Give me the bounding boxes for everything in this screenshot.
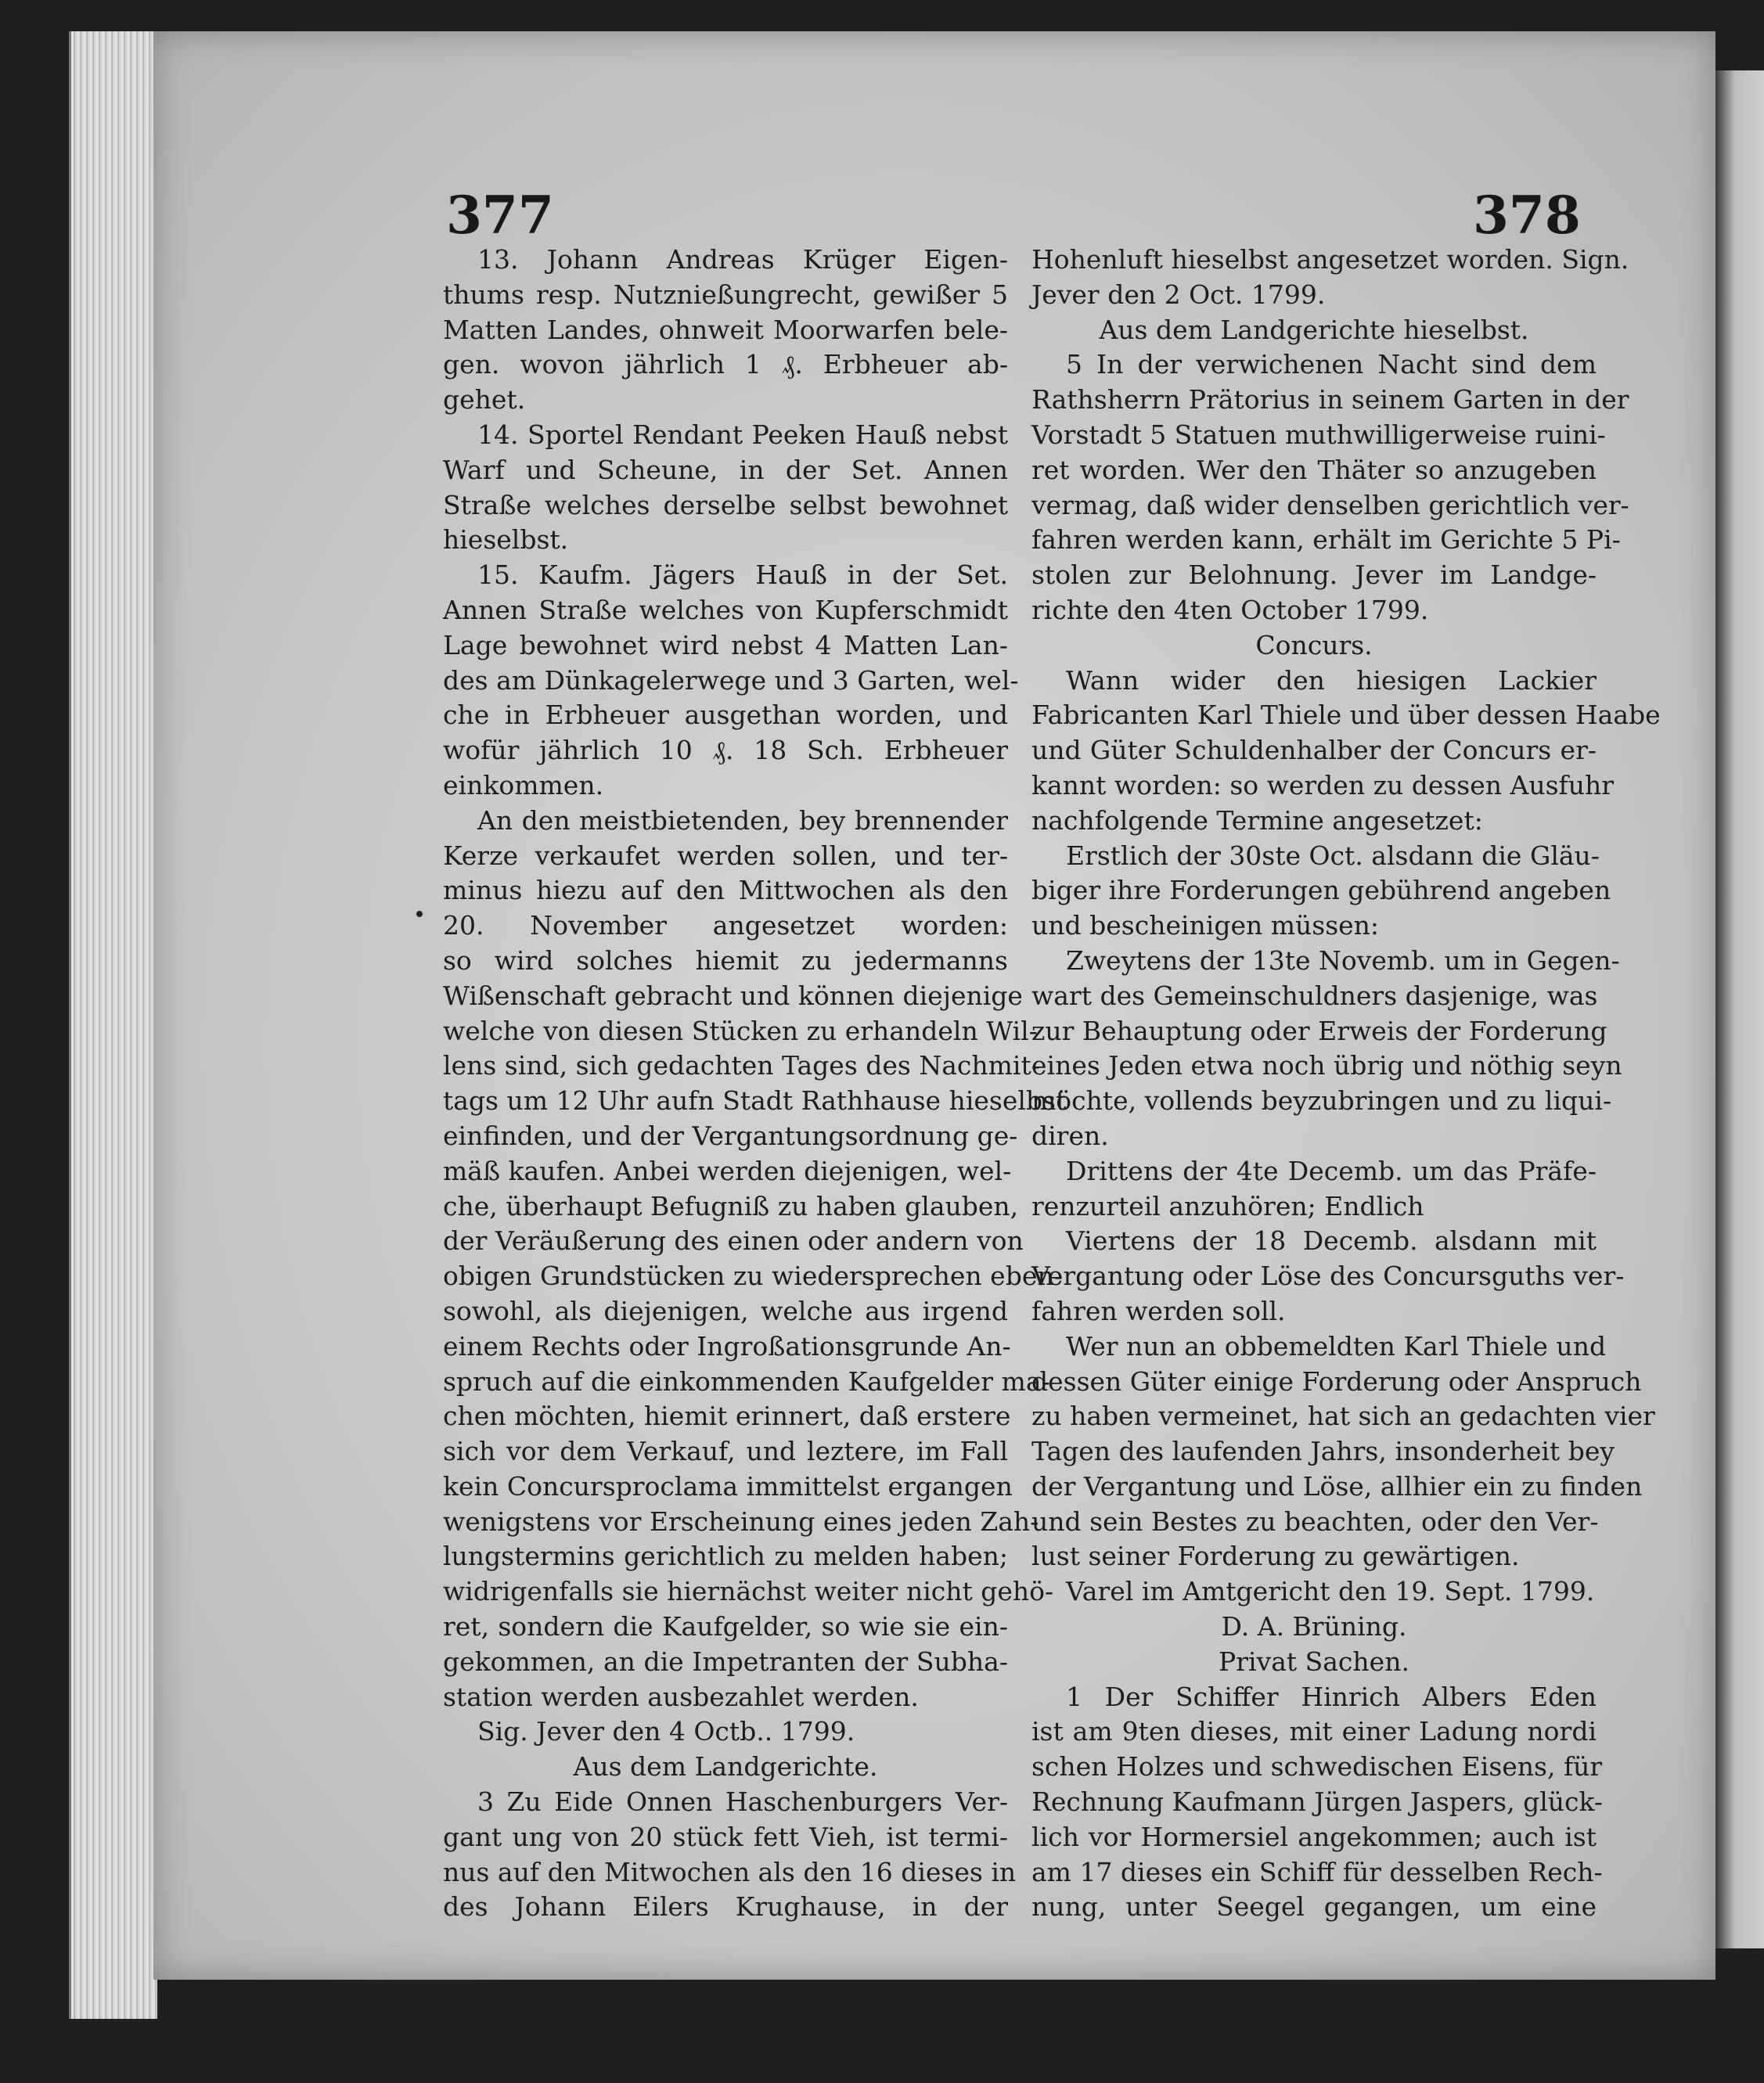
text-line: Drittens der 4te Decemb. um das Präfe- bbox=[1066, 1155, 1597, 1186]
text-line: widrigenfalls sie hiernächst weiter nicht gehö- bbox=[443, 1576, 1054, 1607]
text-line: kein Concursproclama immittelst ergangen bbox=[443, 1470, 1013, 1502]
text-line: fahren werden kann, erhält im Gerichte 5 Pi- bbox=[1031, 524, 1621, 556]
text-line: chen möchten, hiemit erinnert, daß erstere bbox=[443, 1401, 1011, 1432]
text-line: am 17 dieses ein Schiff für desselben Rech- bbox=[1031, 1856, 1603, 1887]
text-line: fahren werden soll. bbox=[1031, 1295, 1286, 1326]
text-line: der Veräußerung des einen oder andern von bbox=[443, 1225, 1024, 1257]
ink-spot bbox=[416, 911, 423, 917]
text-line: obigen Grundstücken zu wiedersprechen eben- bbox=[443, 1261, 1063, 1292]
text-line: Straße welches derselbe selbst bewohnet bbox=[443, 489, 1008, 520]
text-line: station werden ausbezahlet werden. bbox=[443, 1681, 919, 1712]
text-line: An den meistbietenden, bey brennender bbox=[477, 804, 1008, 836]
text-line: Varel im Amtgericht den 19. Sept. 1799. bbox=[1066, 1576, 1595, 1607]
text-line: Matten Landes, ohnweit Moorwarfen bele- bbox=[443, 314, 1008, 345]
text-line: einfinden, und der Vergantungsordnung ge- bbox=[443, 1120, 1018, 1151]
text-line: Vergantung oder Löse des Concursguths ver- bbox=[1031, 1261, 1625, 1292]
text-line: 14. Sportel Rendant Peeken Hauß nebst bbox=[477, 419, 1008, 450]
text-line: nung, unter Seegel gegangen, um eine bbox=[1031, 1891, 1597, 1923]
page-number-right: 378 bbox=[1473, 185, 1581, 246]
text-line: vermag, daß wider denselben gerichtlich ver- bbox=[1031, 489, 1629, 520]
text-line: so wird solches hiemit zu jedermanns bbox=[443, 944, 1008, 976]
text-line: möchte, vollends beyzubringen und zu liqui- bbox=[1031, 1085, 1612, 1117]
left-column bbox=[443, 243, 1067, 1925]
page-number-left: 377 bbox=[446, 185, 554, 246]
text-line: kannt worden: so werden zu dessen Ausfuhr bbox=[1031, 769, 1615, 800]
facing-page-edge bbox=[1715, 70, 1764, 1948]
text-line: nus auf den Mitwochen als den 16 dieses in bbox=[443, 1856, 1017, 1887]
text-line: Hohenluft hieselbst angesetzet worden. Sign. bbox=[1031, 244, 1629, 275]
text-line: ret, sondern die Kaufgelder, so wie sie ein- bbox=[443, 1611, 1008, 1642]
text-line: Rathsherrn Prätorius in seinem Garten in der bbox=[1031, 384, 1629, 416]
text-line: gen. wovon jährlich 1 ₰. Erbheuer ab- bbox=[443, 349, 1008, 380]
text-line: che in Erbheuer ausgethan worden, und bbox=[443, 700, 1008, 731]
text-line: Concurs. bbox=[1255, 629, 1373, 660]
text-line: und Güter Schuldenhalber der Concurs er- bbox=[1031, 735, 1597, 766]
text-line: gekommen, an die Impetranten der Subha- bbox=[443, 1646, 1008, 1677]
text-line: Wann wider den hiesigen Lackier bbox=[1066, 664, 1597, 696]
text-line: Lage bewohnet wird nebst 4 Matten Lan- bbox=[443, 629, 1008, 660]
text-line: ret worden. Wer den Thäter so anzugeben bbox=[1031, 454, 1597, 485]
text-line: Erstlich der 30ste Oct. alsdann die Gläu- bbox=[1066, 840, 1600, 871]
text-line: wofür jährlich 10 ₰. 18 Sch. Erbheuer bbox=[443, 735, 1008, 766]
text-line: Fabricanten Karl Thiele und über dessen Haabe bbox=[1031, 700, 1661, 731]
text-line: Vorstadt 5 Statuen muthwilligerweise ruini- bbox=[1031, 419, 1606, 450]
text-line: Warf und Scheune, in der Set. Annen bbox=[443, 454, 1008, 485]
text-line: lust seiner Forderung zu gewärtigen. bbox=[1031, 1541, 1520, 1572]
text-line: biger ihre Forderungen gebührend angeben bbox=[1031, 875, 1611, 906]
text-line: des am Dünkagelerwege und 3 Garten, wel- bbox=[443, 664, 1019, 696]
text-line: Viertens der 18 Decemb. alsdann mit bbox=[1066, 1225, 1597, 1257]
text-line: renzurteil anzuhören; Endlich bbox=[1031, 1190, 1424, 1221]
text-line: 15. Kaufm. Jägers Hauß in der Set. bbox=[477, 559, 1008, 591]
text-line: diren. bbox=[1031, 1120, 1109, 1151]
text-line: lungstermins gerichtlich zu melden haben; bbox=[443, 1541, 1008, 1572]
text-line: einkommen. bbox=[443, 769, 604, 800]
text-line: Aus dem Landgerichte. bbox=[573, 1751, 878, 1783]
text-line: Rechnung Kaufmann Jürgen Jaspers, glück- bbox=[1031, 1786, 1604, 1818]
text-line: wart des Gemeinschuldners dasjenige, was bbox=[1031, 980, 1598, 1011]
text-line: mäß kaufen. Anbei werden diejenigen, wel- bbox=[443, 1155, 1012, 1186]
text-line: Aus dem Landgerichte hieselbst. bbox=[1099, 314, 1529, 345]
right-column bbox=[1031, 243, 1661, 1925]
text-line: zu haben vermeinet, hat sich an gedachten vier bbox=[1031, 1401, 1655, 1432]
text-line: einem Rechts oder Ingroßationsgrunde An- bbox=[443, 1330, 1011, 1362]
text-line: minus hiezu auf den Mittwochen als den bbox=[443, 875, 1008, 906]
text-line: nachfolgende Termine angesetzet: bbox=[1031, 804, 1483, 836]
text-line: wenigstens vor Erscheinung eines jeden Zah- bbox=[443, 1506, 1039, 1537]
text-line: eines Jeden etwa noch übrig und nöthig seyn bbox=[1031, 1050, 1622, 1081]
text-line: 5 In der verwichenen Nacht sind dem bbox=[1066, 349, 1597, 380]
text-line: und bescheinigen müssen: bbox=[1031, 910, 1380, 941]
text-line: lens sind, sich gedachten Tages des Nachmit- bbox=[443, 1050, 1040, 1081]
text-line: 3 Zu Eide Onnen Haschenburgers Ver- bbox=[477, 1786, 1008, 1818]
text-line: Wißenschaft gebracht und können diejenige bbox=[443, 980, 1023, 1011]
text-line: zur Behauptung oder Erweis der Forderung bbox=[1031, 1015, 1607, 1046]
text-line: Kerze verkaufet werden sollen, und ter- bbox=[443, 840, 1008, 871]
text-line: sowohl, als diejenigen, welche aus irgend bbox=[443, 1295, 1008, 1326]
text-line: gant ung von 20 stück fett Vieh, ist termi- bbox=[443, 1821, 1008, 1852]
text-line: sich vor dem Verkauf, und leztere, im Fall bbox=[443, 1436, 1008, 1467]
text-line: Sig. Jever den 4 Octb.. 1799. bbox=[477, 1716, 855, 1747]
text-line: lich vor Hormersiel angekommen; auch ist bbox=[1031, 1821, 1597, 1852]
text-line: gehet. bbox=[443, 384, 526, 416]
text-line: hieselbst. bbox=[443, 524, 569, 556]
text-line: Zweytens der 13te Novemb. um in Gegen- bbox=[1066, 944, 1620, 976]
text-line: spruch auf die einkommenden Kaufgelder ma- bbox=[443, 1365, 1050, 1397]
text-line: schen Holzes und schwedischen Eisens, für bbox=[1031, 1751, 1603, 1783]
text-line: des Johann Eilers Krughause, in der bbox=[443, 1891, 1008, 1923]
text-line: Privat Sachen. bbox=[1219, 1646, 1409, 1677]
text-line: der Vergantung und Löse, allhier ein zu finden bbox=[1031, 1470, 1643, 1502]
text-line: 13. Johann Andreas Krüger Eigen- bbox=[477, 244, 1008, 275]
text-line: Wer nun an obbemeldten Karl Thiele und bbox=[1066, 1330, 1607, 1362]
text-line: Jever den 2 Oct. 1799. bbox=[1031, 279, 1326, 310]
text-line: 20. November angesetzet worden: bbox=[443, 910, 1008, 941]
text-line: ist am 9ten dieses, mit einer Ladung nordi bbox=[1031, 1716, 1597, 1747]
text-line: 1 Der Schiffer Hinrich Albers Eden bbox=[1066, 1681, 1597, 1712]
text-line: welche von diesen Stücken zu erhandeln Wil- bbox=[443, 1015, 1038, 1046]
text-line: und sein Bestes zu beachten, oder den Ver- bbox=[1031, 1506, 1599, 1537]
text-line: che, überhaupt Befugniß zu haben glauben, bbox=[443, 1190, 1019, 1221]
text-line: thums resp. Nutznießungrecht, gewißer 5 bbox=[443, 279, 1008, 310]
text-line: D. A. Brüning. bbox=[1221, 1611, 1407, 1642]
text-line: stolen zur Belohnung. Jever im Landge- bbox=[1031, 559, 1597, 591]
page-edges bbox=[69, 31, 157, 2019]
text-line: Tagen des laufenden Jahrs, insonderheit bey bbox=[1031, 1436, 1615, 1467]
text-line: Annen Straße welches von Kupferschmidt bbox=[443, 594, 1008, 625]
text-line: richte den 4ten October 1799. bbox=[1031, 594, 1429, 625]
text-line: tags um 12 Uhr aufn Stadt Rathhause hieselbst bbox=[443, 1085, 1067, 1117]
text-line: dessen Güter einige Forderung oder Anspruch bbox=[1031, 1365, 1642, 1397]
